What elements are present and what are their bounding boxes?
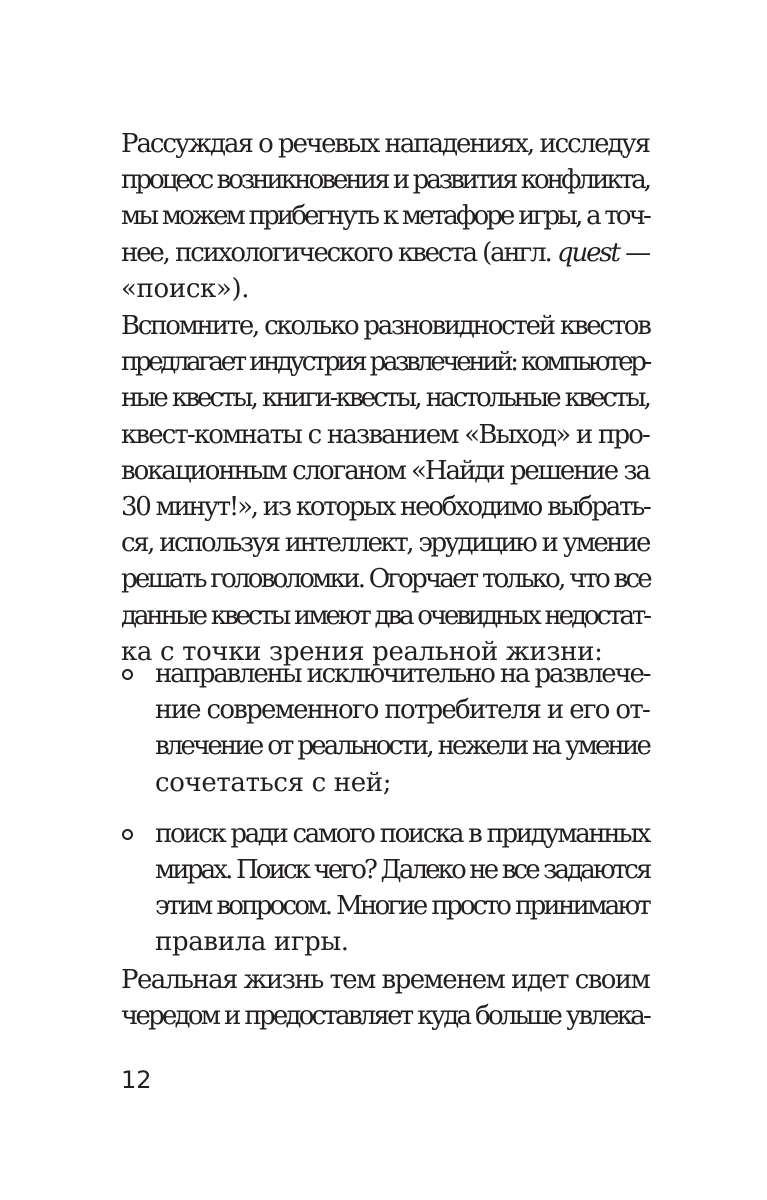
text-line: ные квесты, книги-квесты, настольные квесты, [121, 383, 649, 414]
text-line: влечение от реальности, нежели на умение [155, 731, 649, 762]
text-line: «поиск»). [121, 273, 250, 304]
text-line: сочетаться с ней; [155, 767, 392, 798]
text-line: Вспомните, сколько разновидностей квестов [121, 311, 650, 341]
text-line: решать головоломки. Огорчает только, что все [121, 564, 650, 595]
circle-bullet-icon [122, 669, 133, 680]
text-line: направлены исключительно на развлече- [155, 659, 650, 689]
list-item [121, 656, 649, 801]
text-line: ка с точки зрения реальной жизни: [121, 636, 603, 667]
paragraph-quest-types [121, 308, 649, 670]
paragraph-real-life [121, 962, 649, 1034]
circle-bullet-icon [122, 829, 133, 840]
text-line: данные квесты имеют два очевидных недостат- [121, 600, 649, 631]
text-line: поиск ради самого поиска в придуманных [155, 818, 649, 849]
text-line: мы можем прибегнуть к метафоре игры, а точ- [121, 201, 649, 232]
text-line: предлагает индустрия развлечений: компьютер- [121, 347, 649, 378]
text-line: Реальная жизнь тем временем идет своим [121, 965, 650, 995]
text-line: ние современного потребителя и его от- [155, 695, 649, 726]
italic-term-quest: quest [556, 237, 619, 268]
text-line: процесс возникновения и развития конфликта, [121, 165, 650, 196]
em-dash: — [625, 237, 650, 268]
page-number: 12 [121, 1066, 152, 1094]
text-line: этим вопросом. Многие просто принимают [155, 891, 649, 922]
text-line: правила игры. [155, 927, 349, 958]
text-line: Рассуждая о речевых нападениях, исследуя [121, 129, 649, 159]
list-item [121, 816, 649, 961]
paragraph-quest-metaphor [121, 126, 649, 307]
text-line: 30 минут!», из которых необходимо выбрать- [121, 491, 650, 522]
text-line: вокационным слоганом «Найди решение за [121, 455, 649, 486]
text-line: мирах. Поиск чего? Далеко не все задаются [155, 854, 650, 885]
text-line-with-italic [121, 235, 649, 271]
text-line: ся, используя интеллект, эрудицию и умение [121, 528, 649, 559]
text-segment: нее, психологического квеста (англ. [121, 237, 551, 268]
text-line: чередом и предоставляет куда больше увлека- [121, 1001, 649, 1032]
text-line: квест-комнаты с названием «Выход» и про- [121, 419, 649, 450]
drawbacks-bullet-list [121, 656, 649, 961]
